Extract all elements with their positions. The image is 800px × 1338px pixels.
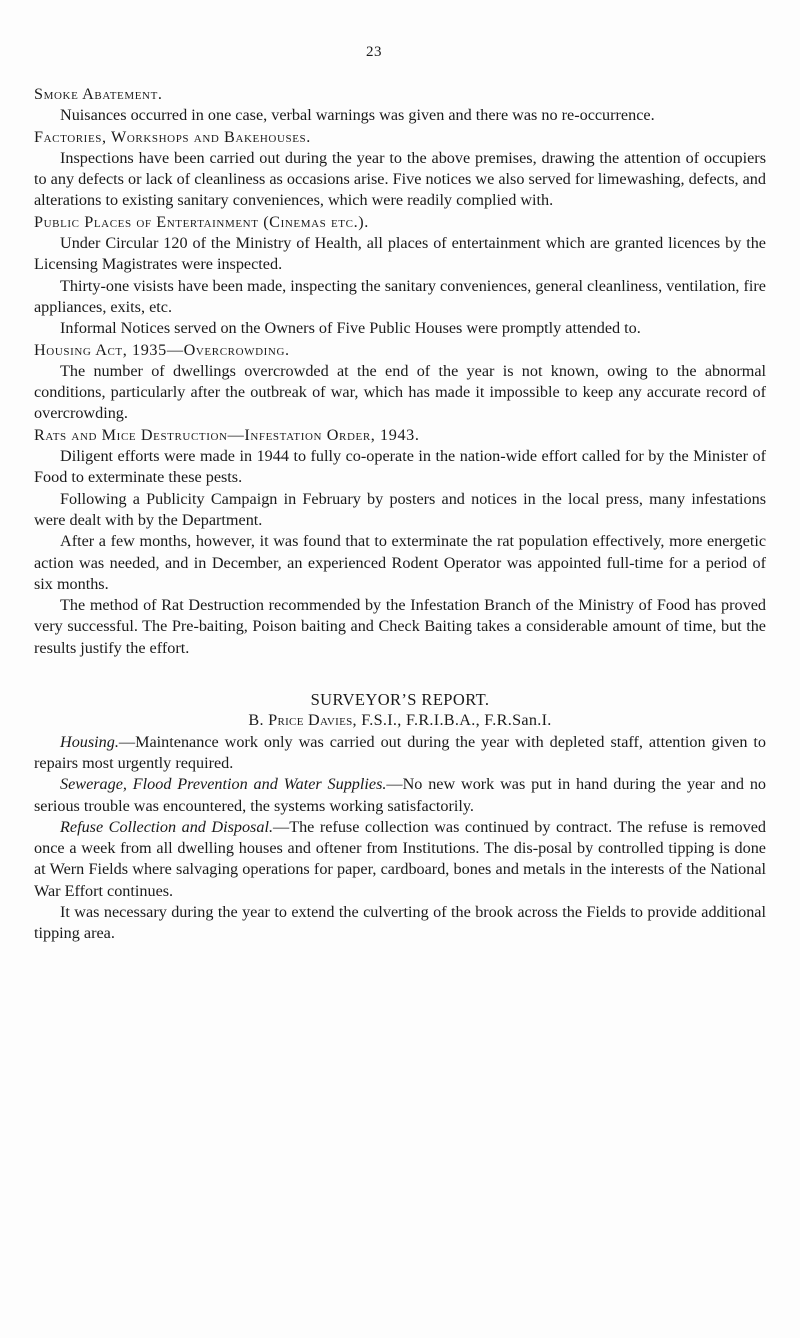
paragraph: Diligent efforts were made in 1944 to fully co-operate in the nation-wide effort called for by the Minister of Food to exterminate these pests. [34,447,766,487]
report-author [34,710,766,731]
paragraph: Informal Notices served on the Owners of Five Public Houses were promptly attended to. [60,319,641,338]
report-item-sewerage [34,774,766,817]
report-title: SURVEYOR’S REPORT. [310,690,490,710]
paragraph: Thirty-one visists have been made, inspecting the sanitary conveniences, general cleanliness, ventilation, fire appliances, exits, etc. [34,276,766,316]
paragraph: Nuisances occurred in one case, verbal warnings was given and there was no re-occurrence. [60,106,655,125]
report-item-housing [34,732,766,775]
author-initial: B. [248,711,264,730]
item-text: —The refuse collection was continued by contract. The refuse is removed once a week from all dwelling houses and oftener from Institutions. The dis-posal by controlled tipping is done at Wern Fields where salvaging operations for paper, cardboard, bones and metals in the interests of the National War Effort continues. [34,817,766,900]
page-number: 23 [366,44,382,60]
paragraph: Following a Publicity Campaign in February by posters and notices in the local press, many infestations were dealt with by the Department. [34,489,766,529]
section-heading-housing-act: Housing Act, 1935—Overcrowding. [34,340,290,359]
item-text: —Maintenance work only was carried out during the year with depleted staff, attention given to repairs most urgently required. [34,732,766,772]
section-heading-entertainment: Public Places of Entertainment (Cinemas etc.). [34,212,369,231]
author-name: Price Davies, [268,711,357,730]
paragraph: The number of dwellings overcrowded at the end of the year is not known, owing to the abnormal conditions, particularly after the outbreak of war, which has made it impossible to keep any accurate record of overcrowding. [34,361,766,423]
paragraph: The method of Rat Destruction recommended by the Infestation Branch of the Ministry of Food has proved very successful. The Pre-baiting, Poison baiting and Check Baiting takes a considerable amount of time, but the results justify the effort. [34,596,766,657]
report-item-refuse [34,817,766,902]
paragraph: Inspections have been carried out during the year to the above premises, drawing the attention of occupiers to any defects or lack of cleanliness as occasions arise. Five notices we also served for limewashing, defects, and alterations to existing sanitary conveniences, which were readily complied with. [34,148,766,210]
section-heading-smoke-abatement: Smoke Abatement. [34,85,163,103]
paragraph: Under Circular 120 of the Ministry of Health, all places of entertainment which are granted licences by the Licensing Magistrates were inspected. [34,234,766,274]
page-body [34,84,766,945]
report-closing-paragraph: It was necessary during the year to extend the culverting of the brook across the Fields to provide additional tipping area. [34,902,766,943]
item-lead: Refuse Collection and Disposal. [60,817,273,836]
item-lead: Sewerage, Flood Prevention and Water Supplies. [60,775,387,794]
section-heading-factories: Factories, Workshops and Bakehouses. [34,127,311,146]
item-lead: Housing. [60,732,119,751]
author-qualifications: F.S.I., F.R.I.B.A., F.R.San.I. [361,711,552,730]
paragraph: After a few months, however, it was found that to exterminate the rat population effectively, more energetic action was needed, and in December, an experienced Rodent Operator was appointed full-time for a period of six months. [34,532,766,593]
section-heading-rats-and-mice: Rats and Mice Destruction—Infestation Order, 1943. [34,425,420,444]
item-text: —No new work was put in hand during the year and no serious trouble was encountered, the systems working satisfactorily. [34,775,767,815]
